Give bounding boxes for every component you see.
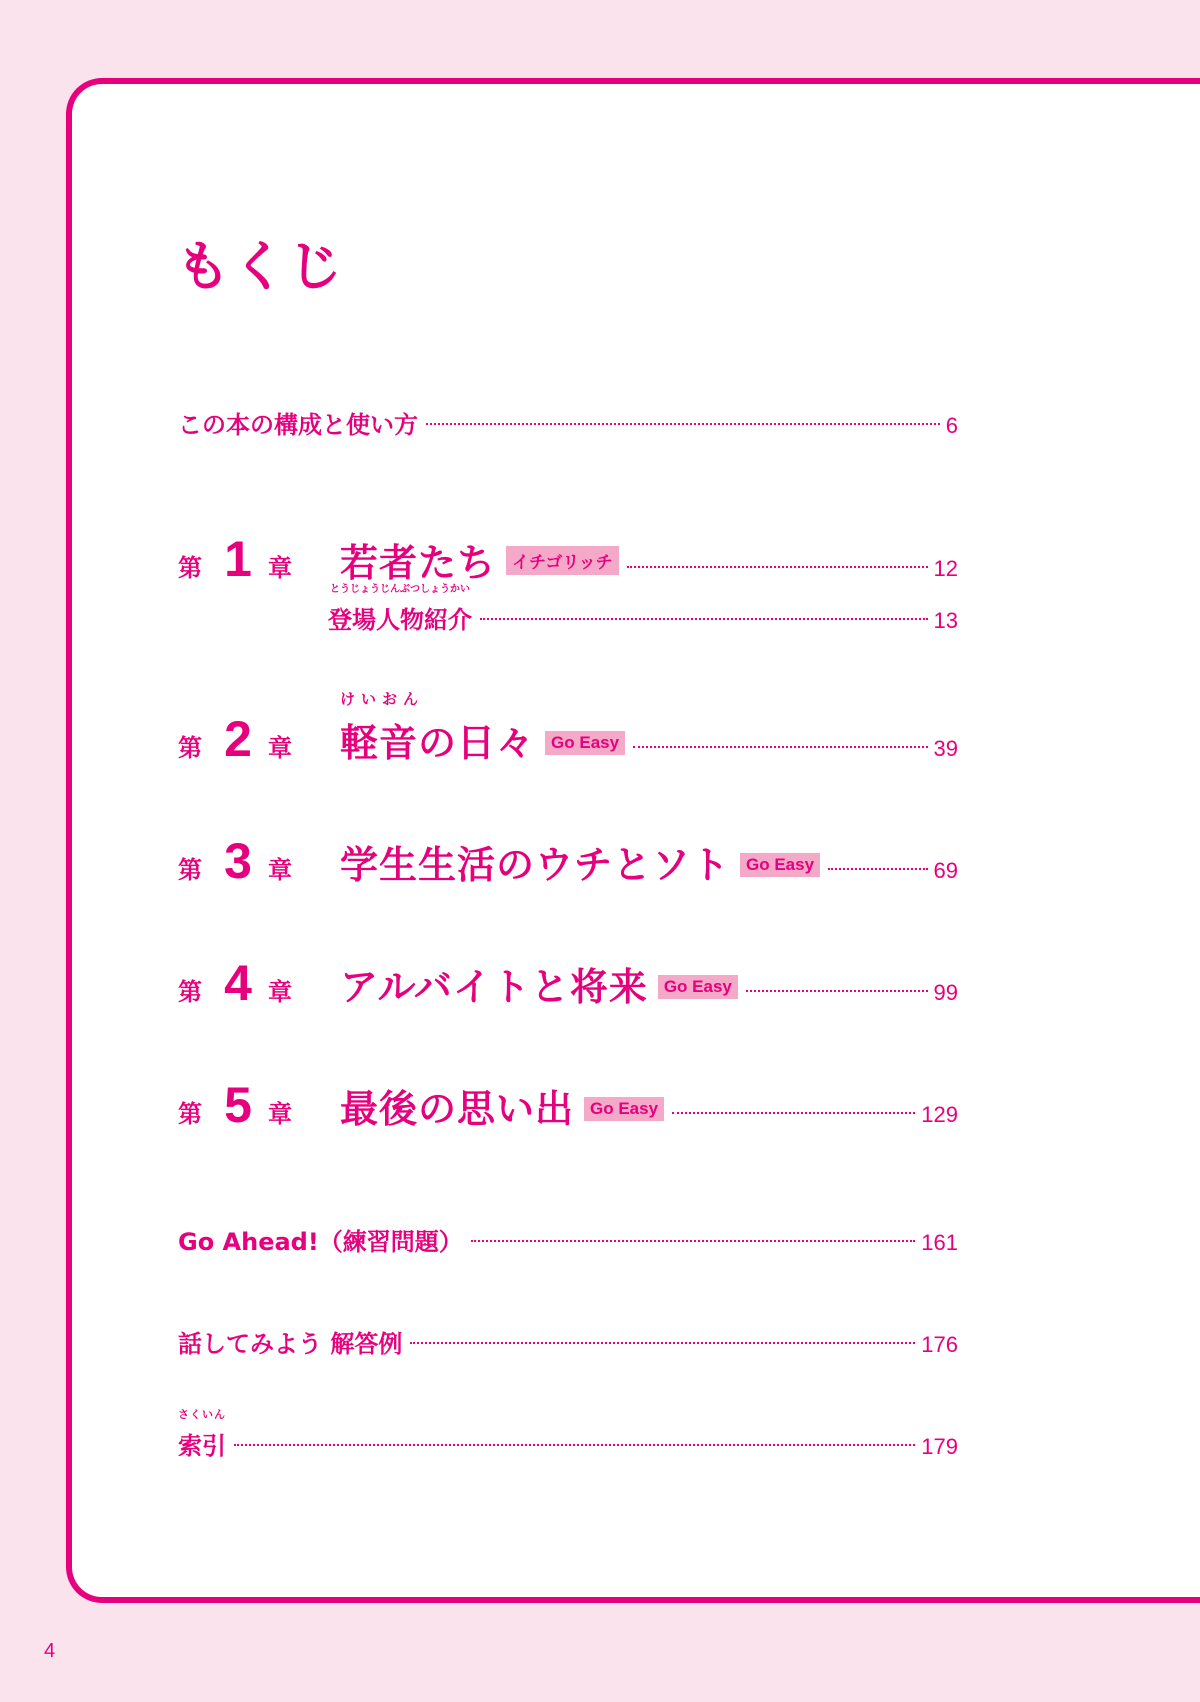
ruby-text-group bbox=[328, 584, 472, 635]
toc-entry-label: 索引 bbox=[178, 1432, 226, 1460]
toc-page-number: 39 bbox=[933, 736, 958, 761]
chapter-title bbox=[340, 690, 536, 767]
toc-entry-label: Go Ahead!（練習問題） bbox=[178, 1228, 463, 1256]
toc-chapter-5[interactable] bbox=[178, 1076, 958, 1138]
dot-leader bbox=[426, 423, 940, 425]
dot-leader bbox=[480, 618, 928, 620]
toc-chapter-2[interactable] bbox=[178, 690, 958, 772]
page-number: 4 bbox=[44, 1640, 56, 1662]
chapter-title: 学生生活のウチとソト bbox=[340, 843, 731, 887]
toc-page-number: 161 bbox=[921, 1230, 958, 1255]
chapter-suffix: 章 bbox=[268, 978, 292, 1006]
dot-leader bbox=[828, 868, 927, 870]
toc-chapter-3[interactable] bbox=[178, 832, 958, 894]
dot-leader bbox=[746, 990, 928, 992]
dot-leader bbox=[627, 566, 928, 568]
chapter-suffix: 章 bbox=[268, 1100, 292, 1128]
chapter-title: 最後の思い出 bbox=[340, 1087, 575, 1131]
toc-entry-intro[interactable] bbox=[178, 405, 958, 440]
dot-leader bbox=[672, 1112, 915, 1114]
toc-chapter-4[interactable] bbox=[178, 954, 958, 1016]
chapter-suffix: 章 bbox=[268, 554, 292, 582]
chapter-prefix: 第 bbox=[178, 978, 202, 1006]
toc-entry-go-ahead[interactable] bbox=[178, 1222, 958, 1257]
toc-entry-answers[interactable] bbox=[178, 1324, 958, 1359]
toc-entry-index[interactable] bbox=[178, 1408, 958, 1461]
chapter-badge: イチゴリッチ bbox=[506, 546, 619, 575]
chapter-prefix: 第 bbox=[178, 1100, 202, 1128]
page-title: もくじ bbox=[176, 235, 344, 298]
chapter-suffix: 章 bbox=[268, 856, 292, 884]
chapter-prefix: 第 bbox=[178, 856, 202, 884]
ruby-annotation: とうじょうじんぶつしょうかい bbox=[330, 584, 470, 595]
chapter-badge: Go Easy bbox=[658, 975, 738, 999]
chapter-number: 3 bbox=[224, 833, 252, 889]
chapter-prefix: 第 bbox=[178, 554, 202, 582]
chapter-number: 5 bbox=[224, 1077, 252, 1133]
chapter-number: 2 bbox=[224, 711, 252, 767]
dot-leader bbox=[410, 1342, 915, 1344]
chapter-badge: Go Easy bbox=[740, 853, 820, 877]
toc-chapter-1[interactable] bbox=[178, 530, 958, 592]
toc-page-number: 13 bbox=[933, 608, 958, 633]
dot-leader bbox=[633, 746, 927, 748]
chapter-title: アルバイトと将来 bbox=[340, 965, 648, 1009]
toc-page-number: 176 bbox=[921, 1332, 958, 1357]
ruby-text-group bbox=[340, 690, 425, 767]
toc-page-number: 179 bbox=[921, 1434, 958, 1459]
toc-entry-characters[interactable] bbox=[328, 584, 958, 635]
chapter-title-kanji: 軽音 bbox=[340, 721, 419, 765]
toc-entry-label: 登場人物紹介 bbox=[328, 606, 472, 634]
chapter-title-rest: の日々 bbox=[418, 721, 536, 765]
toc-page-number: 129 bbox=[921, 1102, 958, 1127]
toc-entry-label: 話してみよう 解答例 bbox=[178, 1330, 403, 1358]
chapter-badge: Go Easy bbox=[545, 731, 625, 755]
chapter-number: 1 bbox=[224, 531, 252, 587]
chapter-number: 4 bbox=[224, 955, 252, 1011]
dot-leader bbox=[471, 1240, 915, 1242]
toc-page-number: 12 bbox=[933, 556, 958, 581]
chapter-title: 若者たち bbox=[340, 541, 497, 585]
ruby-text-group bbox=[178, 1408, 226, 1461]
ruby-annotation: さくいん bbox=[178, 1408, 226, 1421]
toc-page-number: 99 bbox=[933, 980, 958, 1005]
toc-page-number: 6 bbox=[945, 413, 958, 438]
chapter-prefix: 第 bbox=[178, 734, 202, 762]
toc-page-number: 69 bbox=[933, 858, 958, 883]
toc-entry-label: この本の構成と使い方 bbox=[178, 411, 418, 439]
ruby-annotation: けいおん bbox=[340, 690, 425, 708]
chapter-suffix: 章 bbox=[268, 734, 292, 762]
chapter-badge: Go Easy bbox=[584, 1097, 664, 1121]
dot-leader bbox=[234, 1444, 915, 1446]
